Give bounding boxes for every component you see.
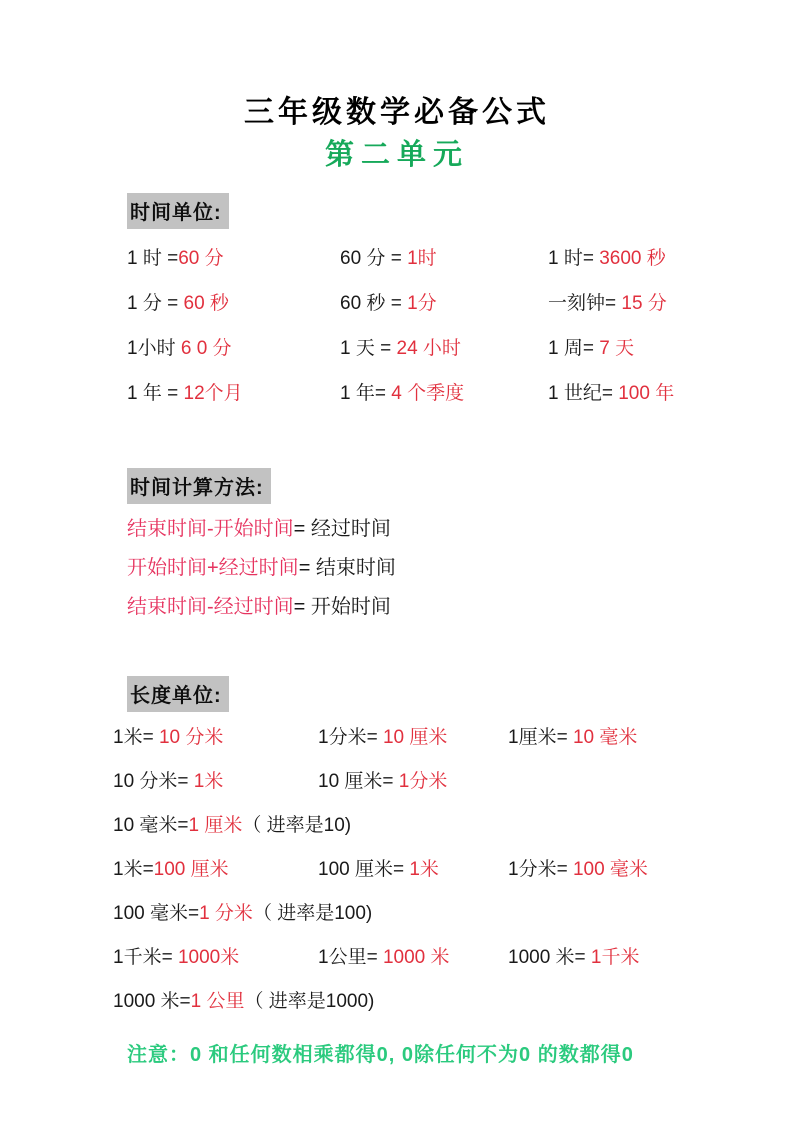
- formula-cell: [113, 858, 318, 902]
- formula-cell: [113, 946, 318, 990]
- formula-prefix: 100 毫米=: [113, 903, 200, 924]
- method-black-part: = 结束时间: [298, 557, 396, 579]
- method-black-part: = 开始时间: [293, 596, 391, 618]
- formula-prefix: 1 时=: [548, 248, 600, 269]
- conversion-rate-note: （ 进率是10): [242, 815, 352, 836]
- time-row: [127, 337, 747, 382]
- formula-prefix: 1 分 =: [127, 293, 184, 314]
- length-row-with-note: [113, 814, 753, 858]
- method-red-part: 开始时间+经过时间: [127, 557, 299, 579]
- formula-cell: [340, 247, 548, 292]
- page-title: 三年级数学必备公式: [244, 96, 550, 129]
- formula-value: 24 小时: [396, 338, 461, 359]
- formula-value: 1分米: [398, 771, 448, 792]
- conversion-rate-note: （ 进率是1000): [244, 991, 375, 1012]
- length-row-with-note: [113, 902, 753, 946]
- formula-prefix: 1分米=: [318, 727, 383, 748]
- formula-prefix: 1米=: [113, 727, 159, 748]
- formula-value: 1 公里: [190, 991, 245, 1012]
- formula-value: 12个月: [183, 383, 243, 404]
- formula-value: 10 分米: [158, 727, 224, 748]
- time-method-lines: [127, 516, 687, 633]
- formula-value: 100 厘米: [153, 859, 229, 880]
- formula-cell: [127, 247, 340, 292]
- formula-prefix: 60 分 =: [340, 248, 408, 269]
- formula-cell: [318, 726, 508, 770]
- formula-cell: [127, 382, 340, 427]
- formula-value: 7 天: [599, 338, 635, 359]
- formula-value: 1 分米: [199, 903, 253, 924]
- formula-prefix: 1公里=: [318, 947, 383, 968]
- formula-cell: [340, 337, 548, 382]
- section-time-units: [127, 193, 747, 427]
- formula-prefix: 60 秒 =: [340, 293, 408, 314]
- formula-prefix: 1 时 =: [127, 248, 179, 269]
- method-red-part: 结束时间-经过时间: [127, 596, 294, 618]
- formula-value: 15 分: [621, 293, 667, 314]
- method-black-part: = 经过时间: [293, 518, 391, 540]
- formula-cell: [548, 247, 747, 292]
- formula-prefix: 10 厘米=: [318, 771, 399, 792]
- formula-cell: [127, 292, 340, 337]
- formula-cell: [340, 292, 548, 337]
- formula-value: 1 厘米: [188, 815, 243, 836]
- formula-cell: [318, 946, 508, 990]
- section-header-length-units: 长度单位:: [127, 676, 229, 712]
- formula-prefix: 1 年=: [340, 383, 392, 404]
- formula-prefix: 1 世纪=: [548, 383, 619, 404]
- formula-value: 1千米: [590, 947, 640, 968]
- method-line: [127, 555, 687, 594]
- formula-value: 1米: [193, 771, 224, 792]
- formula-value: 1分: [407, 293, 437, 314]
- formula-value: 3600 秒: [599, 248, 666, 269]
- method-line: [127, 516, 687, 555]
- formula-value: 1000 米: [382, 947, 450, 968]
- formula-prefix: 1分米=: [508, 859, 573, 880]
- formula-cell: [548, 292, 747, 337]
- formula-value: 1米: [409, 859, 439, 880]
- length-units-rows: [113, 726, 753, 1034]
- formula-prefix: 1000 米=: [113, 991, 191, 1012]
- formula-prefix: 1小时: [127, 338, 181, 359]
- formula-cell: [127, 337, 340, 382]
- formula-cell: [508, 946, 753, 990]
- formula-prefix: 1 周=: [548, 338, 600, 359]
- formula-value: 10 厘米: [382, 727, 448, 748]
- time-row: [127, 382, 747, 427]
- formula-prefix: 1米=: [113, 859, 154, 880]
- formula-value: 60 秒: [183, 293, 229, 314]
- formula-value: 10 毫米: [572, 727, 638, 748]
- formula-cell: [508, 726, 753, 770]
- formula-cell: [113, 726, 318, 770]
- formula-prefix: 1千米=: [113, 947, 178, 968]
- formula-cell: [548, 337, 747, 382]
- section-time-method: [127, 468, 687, 633]
- formula-prefix: 100 厘米=: [318, 859, 410, 880]
- formula-cell: [318, 858, 508, 902]
- formula-cell: [340, 382, 548, 427]
- formula-prefix: 1 年 =: [127, 383, 184, 404]
- formula-prefix: 10 分米=: [113, 771, 194, 792]
- formula-value: 6 0 分: [180, 338, 232, 359]
- formula-value: 60 分: [178, 248, 224, 269]
- formula-prefix: 1 天 =: [340, 338, 397, 359]
- formula-value: 4 个季度: [391, 383, 465, 404]
- method-red-part: 结束时间-开始时间: [127, 518, 294, 540]
- formula-cell: [548, 382, 747, 427]
- formula-cell: [113, 770, 318, 814]
- section-header-time-method: 时间计算方法:: [127, 468, 271, 504]
- formula-value: 100 毫米: [572, 859, 648, 880]
- formula-prefix: 一刻钟=: [548, 293, 622, 314]
- formula-prefix: 1000 米=: [508, 947, 591, 968]
- length-row: [113, 946, 753, 990]
- time-row: [127, 292, 747, 337]
- length-row: [113, 858, 753, 902]
- formula-prefix: 10 毫米=: [113, 815, 189, 836]
- formula-value: 1时: [407, 248, 437, 269]
- formula-value: 100 年: [618, 383, 675, 404]
- conversion-rate-note: （ 进率是100): [252, 903, 373, 924]
- section-header-time-units: 时间单位:: [127, 193, 229, 229]
- length-row: [113, 726, 753, 770]
- formula-prefix: 1厘米=: [508, 727, 573, 748]
- formula-cell: [508, 858, 753, 902]
- length-row: [113, 770, 753, 814]
- section-length-units: [113, 676, 753, 1034]
- unit-subtitle: 第二单元: [324, 139, 469, 171]
- formula-cell: [318, 770, 508, 814]
- bottom-note: 注意：0 和任何数相乘都得0, 0除任何不为0 的数都得0: [127, 1044, 634, 1066]
- formula-value: 1000米: [177, 947, 240, 968]
- length-row-with-note: [113, 990, 753, 1034]
- method-line: [127, 594, 687, 633]
- time-row: [127, 247, 747, 292]
- time-units-rows: [127, 247, 747, 427]
